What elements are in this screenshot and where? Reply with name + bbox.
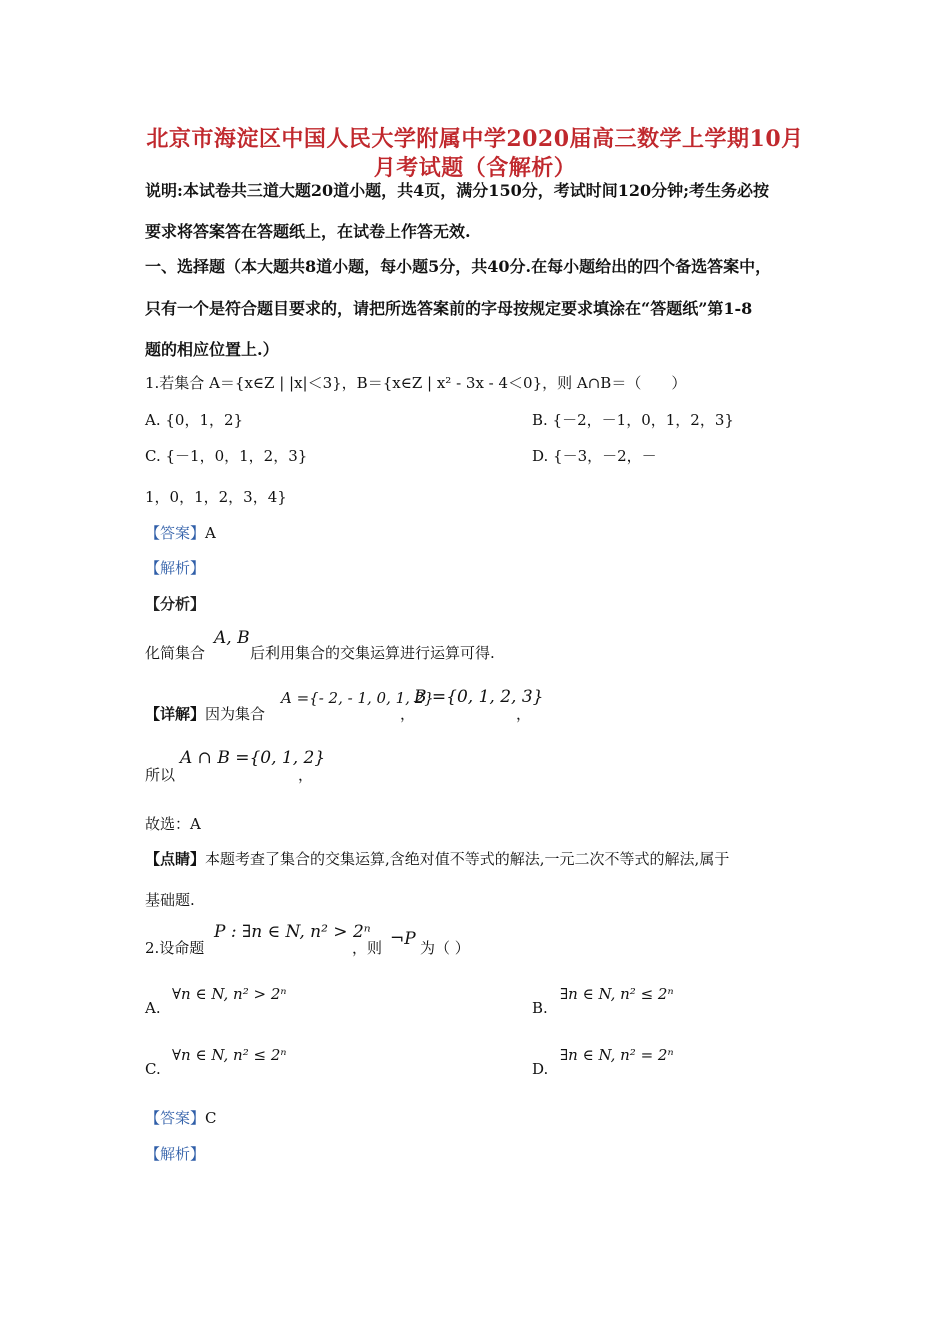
q2-option-b-math: ∃n ∈ N, n² ≤ 2ⁿ [560,985,674,1003]
q2-analysis-tag: 【解析】 [145,1145,206,1163]
document-title-line2: 月考试题（含解析） [373,155,577,181]
q2-option-b-label: B. [532,999,548,1017]
q2-stem-pre: 2.设命题 [145,939,205,957]
q1-so-pre: 所以 [145,766,176,784]
q2-option-a-math: ∀n ∈ N, n² > 2ⁿ [172,985,287,1003]
q1-so-end: ， [298,766,314,784]
q1-detail-tag: 【详解】 [145,705,206,723]
section1-line2: 只有一个是符合题目要求的，请把所选答案前的字母按规定要求填涂在“答题纸”第1-8 [145,299,753,318]
q2-option-c-math: ∀n ∈ N, n² ≤ 2ⁿ [172,1046,287,1064]
q1-detail-math2: B ={0, 1, 2, 3} [414,687,544,707]
q1-fenxi-tag: 【分析】 [145,595,206,613]
q1-answer-value: A [205,524,216,542]
q2-answer-row [145,1107,217,1128]
q2-option-d-label: D. [532,1060,549,1078]
q1-fenxi-pre: 化简集合 [145,644,206,662]
q2-answer-tag: 【答案】 [145,1109,206,1127]
intro-line2: 要求将答案答在答题纸上，在试卷上作答无效. [145,222,471,241]
q1-option-d: D. {－3，－2，－ [532,447,657,465]
q1-comment-line1: 本题考查了集合的交集运算,含绝对值不等式的解法,一元二次不等式的解法,属于 [205,850,730,868]
q2-answer-value: C [205,1109,217,1127]
q2-option-c-label: C. [145,1060,161,1078]
q1-option-b: B. {－2，－1，0，1，2，3} [532,411,734,429]
q1-comment-line2: 基础题. [145,891,195,909]
q1-answer-row [145,522,216,543]
q2-stem-post: 为（ ） [420,939,470,957]
q2-option-a-label: A. [145,999,161,1017]
q1-option-d-cont: 1，0，1，2，3，4} [145,488,287,506]
q1-choose: 故选：A [145,815,201,833]
q1-comment-row [145,848,729,869]
q1-analysis-tag: 【解析】 [145,559,206,577]
q1-detail-math1: A ={- 2, - 1, 0, 1, 2} [281,689,434,707]
q1-detail-row [145,703,265,724]
q1-fenxi-math: A, B [214,628,250,648]
q1-so-math: A ∩ B ={0, 1, 2} [180,748,326,768]
q1-option-c: C. {－1，0，1，2，3} [145,447,308,465]
q2-stem-math2: ¬P [390,929,416,949]
q1-comment-tag: 【点睛】 [145,850,206,868]
q1-stem: 1.若集合 A＝{x∈Z | |x|＜3}，B＝{x∈Z | x² - 3x - 4＜0}，则 A∩B＝（ ） [145,374,687,392]
q1-detail-pre: 因为集合 [205,705,266,723]
q1-fenxi-post: 后利用集合的交集运算进行运算可得. [250,644,495,662]
intro-line1: 说明:本试卷共三道大题20道小题，共4页，满分150分，考试时间120分钟;考生务必按 [145,181,770,200]
document-title-line1: 北京市海淀区中国人民大学附属中学2020届高三数学上学期10月 [146,126,804,152]
q1-option-a: A. {0，1，2} [145,411,244,429]
q2-option-d-math: ∃n ∈ N, n² = 2ⁿ [560,1046,674,1064]
q1-detail-comma: ， [400,705,416,723]
section1-line1: 一、选择题（本大题共8道小题，每小题5分，共40分.在每小题给出的四个备选答案中， [145,257,772,276]
q1-answer-tag: 【答案】 [145,524,206,542]
q2-stem-mid: ，则 [352,939,383,957]
q1-detail-end: ， [516,705,532,723]
q2-stem-math: P : ∃n ∈ N, n² > 2ⁿ [214,922,371,942]
section1-line3: 题的相应位置上.） [145,340,279,359]
